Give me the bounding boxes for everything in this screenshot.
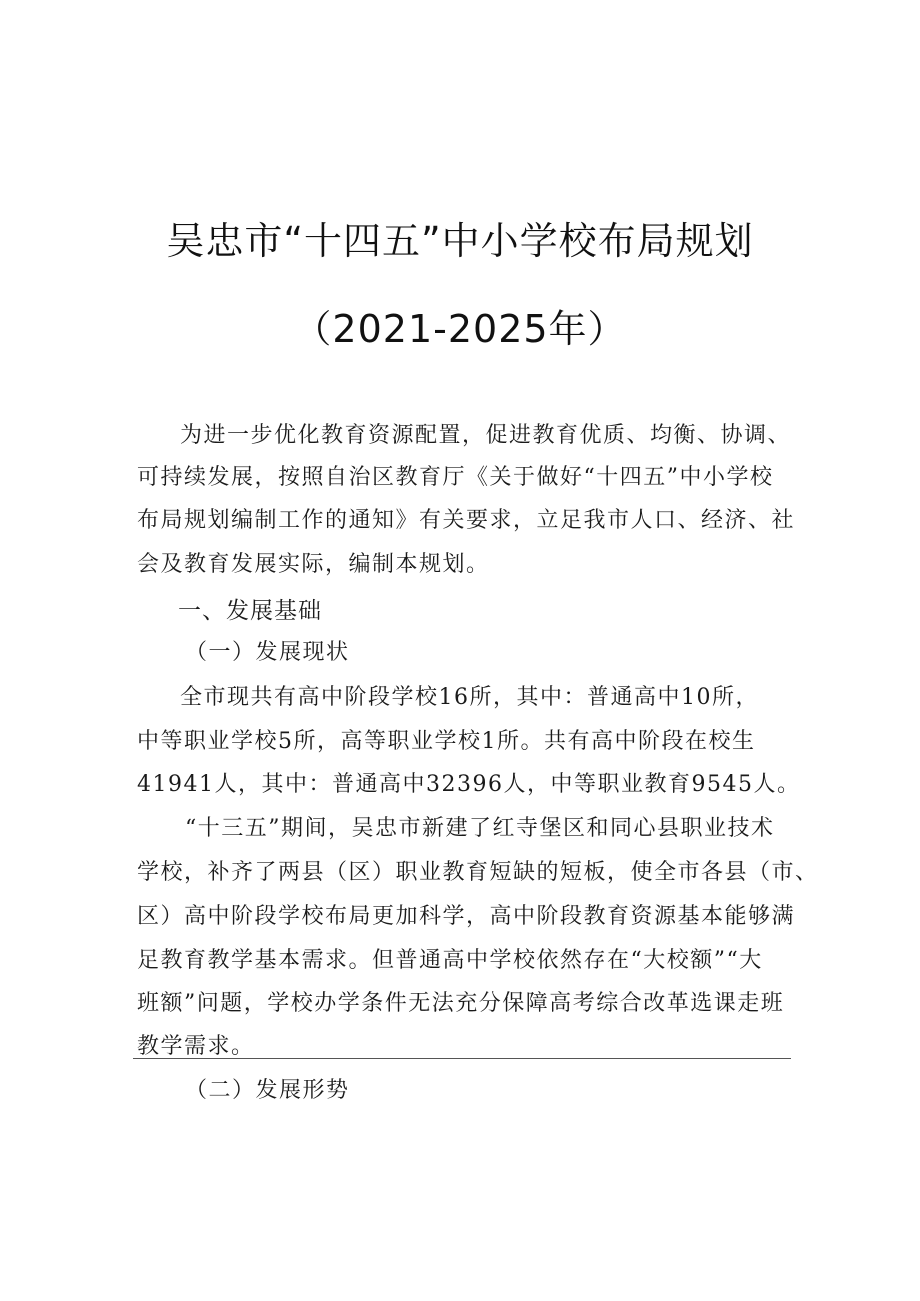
document-title: 吴忠市“十四五”中小学校布局规划 (166, 219, 754, 263)
paragraph-line: 学校，补齐了两县（区）职业教育短缺的短板，使全市各县（市、 (137, 860, 819, 885)
paragraph-line: “十三五”期间，吴忠市新建了红寺堡区和同心县职业技术 (185, 816, 775, 841)
paragraph-line: 可持续发展，按照自治区教育厅《关于做好“十四五”中小学校 (137, 465, 774, 490)
subsection-heading: （一）发展现状 (185, 640, 350, 665)
paragraph-line: 教学需求。 (137, 1034, 255, 1059)
paragraph-line: 足教育教学基本需求。但普通高中学校依然存在“大校额”“大 (137, 948, 763, 973)
document-subtitle: （2021-2025年） (293, 307, 627, 351)
paragraph-line: 全市现共有高中阶段学校16所，其中：普通高中10所， (180, 685, 759, 710)
subsection-heading: （二）发展形势 (185, 1078, 350, 1103)
section-heading: 一、发展基础 (178, 598, 322, 624)
horizontal-divider (133, 1058, 791, 1059)
paragraph-line: 布局规划编制工作的通知》有关要求，立足我市人口、经济、社 (137, 508, 796, 533)
paragraph-line: 会及教育发展实际，编制本规划。 (137, 552, 490, 577)
paragraph-line: 41941人，其中：普通高中32396人，中等职业教育9545人。 (137, 772, 801, 797)
paragraph-line: 中等职业学校5所，高等职业学校1所。共有高中阶段在校生 (137, 729, 756, 754)
paragraph-line: 为进一步优化教育资源配置，促进教育优质、均衡、协调、 (180, 423, 792, 448)
paragraph-line: 班额”问题，学校办学条件无法充分保障高考综合改革选课走班 (137, 991, 785, 1016)
paragraph-line: 区）高中阶段学校布局更加科学，高中阶段教育资源基本能够满 (137, 904, 796, 929)
